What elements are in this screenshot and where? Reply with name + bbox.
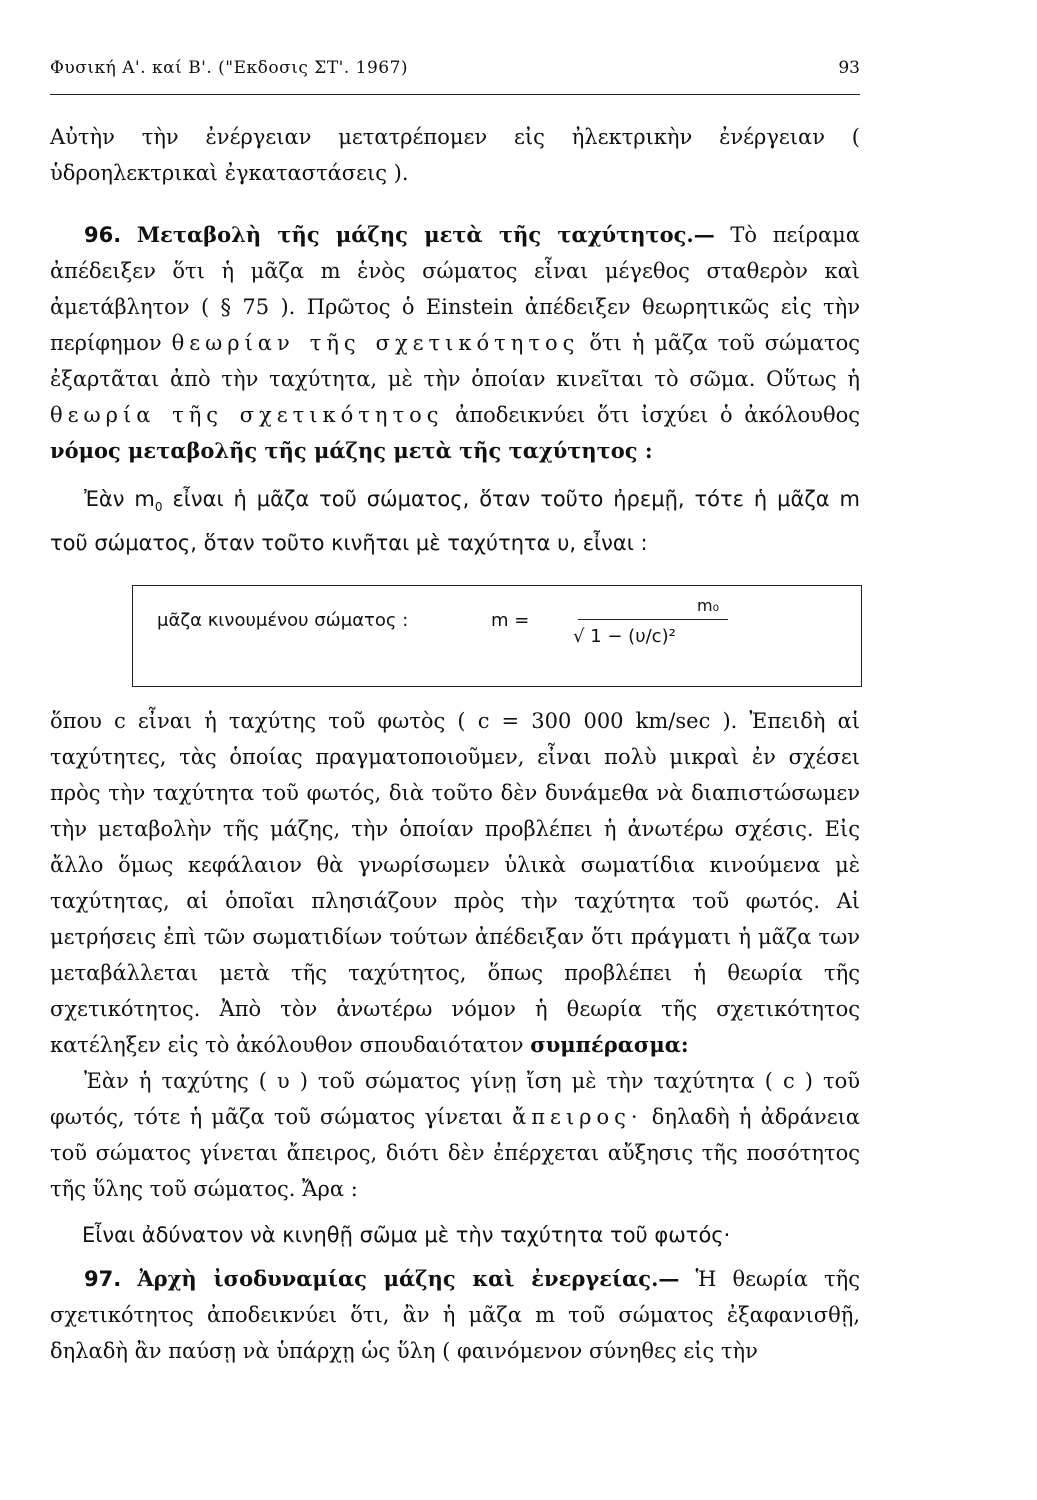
- running-title: Φυσική Α'. καί Β'. ("Εκδοσις ΣΤ'. 1967): [50, 58, 409, 78]
- formula-box: [132, 585, 862, 687]
- section-97-number: 97.: [84, 1267, 122, 1292]
- intro-paragraph: Αὐτὴν τὴν ἐνέργειαν μετατρέπομεν εἰς ἠλεκτρικὴν ἐνέργειαν ( ὑδροηλεκτρικαὶ ἐγκαταστάσεις ).: [50, 125, 860, 185]
- section-96-title: Μεταβολὴ τῆς μάζης μετὰ τῆς ταχύτητος.—: [136, 222, 715, 247]
- text-span: ἀποδεικνύει ὅτι ἰσχύει ὁ ἀκόλουθος: [455, 403, 860, 427]
- section-96-paragraph-4: [50, 1063, 860, 1207]
- section-97-title: Ἀρχὴ ἰσοδυναμίας μάζης καὶ ἐνεργείας.—: [137, 1266, 680, 1292]
- text-span: δηλαδὴ ἡ ἀδράνεια τοῦ σώματος γίνεται ἄπειρος, διότι δὲν ἐπέρχεται αὔξησις τῆς ποσότητος τῆς ὕλης τοῦ σώματος. Ἄρα :: [50, 1105, 860, 1202]
- text-span: ὅτι ἡ μᾶζα τοῦ σώματος ἐξαρτᾶται ἀπὸ τὴν ταχύτητα, μὲ τὴν ὁποίαν κινεῖται τὸ σῶμα. Οὕτως ἡ: [50, 331, 860, 391]
- formula-label: μᾶζα κινουμένου σώματος :: [157, 610, 409, 632]
- formula-numerator: m₀: [697, 596, 719, 616]
- formula-lhs: m =: [491, 610, 530, 632]
- subscript: 0: [154, 500, 163, 515]
- text-span: Ἐὰν m: [84, 487, 155, 511]
- conclusion-statement: Εἶναι ἀδύνατον νὰ κινηθῇ σῶμα μὲ τὴν ταχύτητα τοῦ φωτός·: [82, 1223, 731, 1248]
- conclusion-label: συμπέρασμα:: [530, 1032, 689, 1058]
- book-page: [50, 58, 860, 1369]
- fraction-line: [578, 619, 728, 620]
- page-number: 93: [838, 58, 860, 78]
- section-96-paragraph-3: [50, 703, 860, 1063]
- text-span: Ἐὰν ἡ ταχύτης ( υ ) τοῦ σώματος γίνῃ ἴση μὲ τὴν ταχύτητα ( c ) τοῦ φωτός, τότε ἡ μᾶζα τοῦ σώματος γίνεται: [50, 1069, 860, 1130]
- text-span: Τὸ πείραμα ἀπέδειξεν ὅτι ἡ μᾶζα m ἑνὸς σώματος εἶναι μέγεθος σταθερὸν καὶ ἀμετάβλητον ( § 75 ). Πρῶτος ὁ Einstein ἀπέδειξεν θεωρητικῶς εἰς τὴν περίφημον: [50, 223, 860, 355]
- text-span: εἶναι ἡ μᾶζα τοῦ σώματος, ὅταν τοῦτο ἠρεμῇ, τότε ἡ μᾶζα m τοῦ σώματος, ὅταν τοῦτο κινῆται μὲ ταχύτητα υ, εἶναι :: [50, 487, 860, 556]
- law-statement: νόμος μεταβολῆς τῆς μάζης μετὰ τῆς ταχύτητος :: [50, 438, 653, 463]
- section-97-paragraph-1: [50, 1261, 860, 1369]
- section-96-paragraph-2: [50, 481, 860, 561]
- text-span: Ἡ θεωρία τῆς σχετικότητος ἀποδεικνύει ὅτι, ἂν ἡ μᾶζα m τοῦ σώματος ἐξαφανισθῇ, δηλαδὴ ἂν παύσῃ νὰ ὑπάρχῃ ὡς ὕλη ( φαινόμενον σύνηθες εἰς τὴν: [50, 1267, 860, 1364]
- formula-denominator: √ 1 − (υ/c)²: [573, 626, 676, 648]
- page-header: [50, 58, 860, 95]
- spaced-term: ἄπειρος·: [512, 1105, 643, 1130]
- section-96-number: 96.: [84, 223, 122, 247]
- text-span: ὅπου c εἶναι ἡ ταχύτης τοῦ φωτὸς ( c = 300 000 km/sec ). Ἐπειδὴ αἱ ταχύτητες, τὰς ὁποίας πραγματοποιοῦμεν, εἶναι πολὺ μικραὶ ἐν σχέσει πρὸς τὴν ταχύτητα τοῦ φωτός, διὰ τοῦτο δὲν δυνάμεθα νὰ διαπιστώσωμεν τὴν μεταβολὴν τῆς μάζης, τὴν ὁποίαν προβλέπει ἡ ἀνωτέρω σχέσις. Εἰς ἄλλο ὅμως κεφάλαιον θὰ γνωρίσωμεν ὑλικὰ σωματίδια κινούμενα μὲ ταχύτητας, αἱ ὁποῖαι πλησιάζουν πρὸς τὴν ταχύτητα τοῦ φωτός. Αἱ μετρήσεις ἐπὶ τῶν σωματιδίων τούτων ἀπέδειξαν ὅτι πράγματι ἡ μᾶζα των μεταβάλλεται μετὰ τῆς ταχύτητος, ὅπως προβλέπει ἡ θεωρία τῆς σχετικότητος. Ἀπὸ τὸν ἀνωτέρω νόμον ἡ θεωρία τῆς σχετικότητος κατέληξεν εἰς τὸ ἀκόλουθον σπουδαιότατον: [50, 709, 860, 1058]
- section-96-paragraph-1: [50, 217, 860, 469]
- spaced-term: θεωρίαν τῆς σχετικότητος: [171, 331, 580, 355]
- spaced-term: θεωρία τῆς σχετικότητος: [50, 403, 444, 427]
